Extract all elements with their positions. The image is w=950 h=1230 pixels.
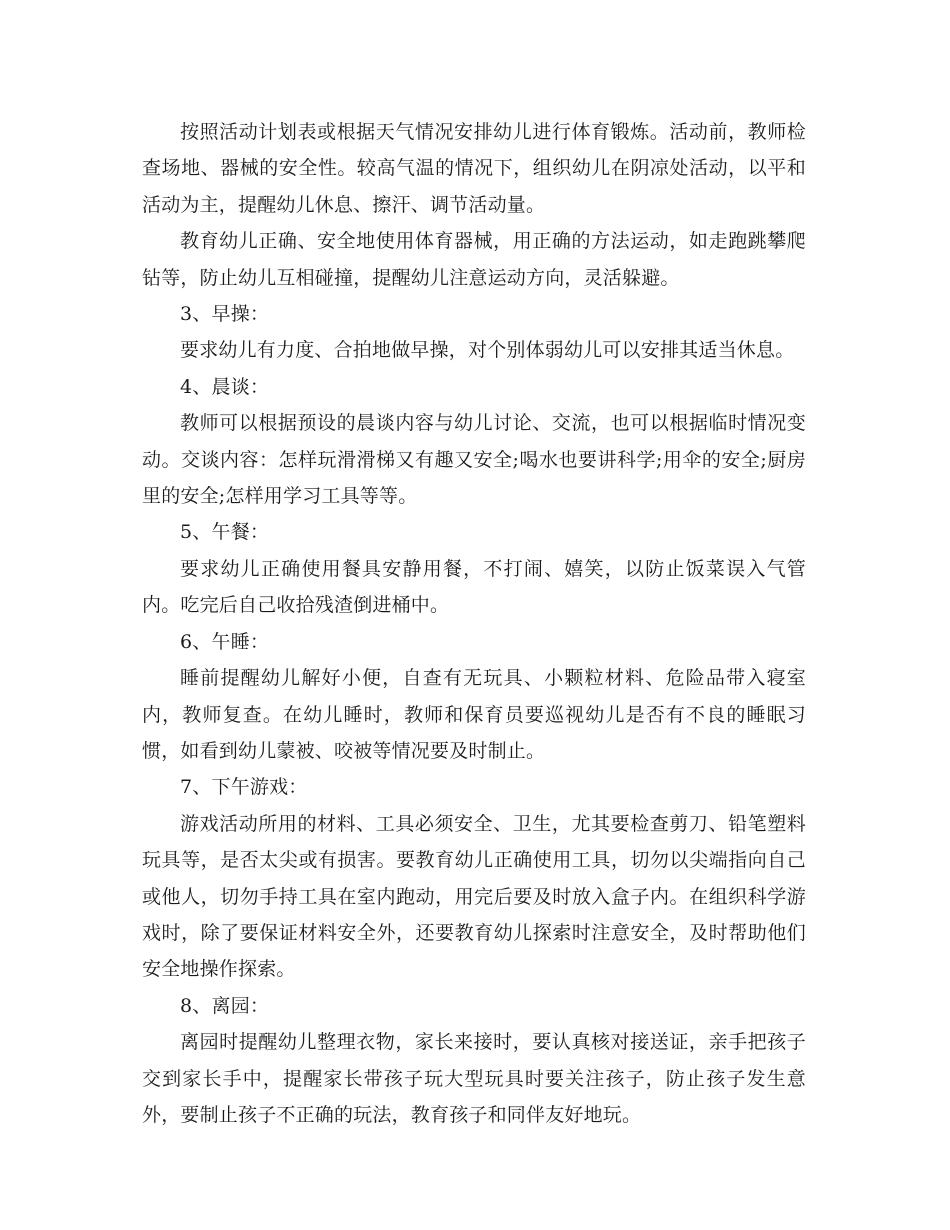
paragraph-lunch: 要求幼儿正确使用餐具安静用餐，不打闹、嬉笑，以防止饭菜误入气管内。吃完后自己收拾残渣倒进桶中。: [142, 557, 806, 617]
paragraph-exercise-arrangement: 按照活动计划表或根据天气情况安排幼儿进行体育锻炼。活动前，教师检查场地、器械的安全性。较高气温的情况下，组织幼儿在阴凉处活动，以平和活动为主，提醒幼儿休息、擦汗、调节活动量。: [142, 121, 806, 216]
paragraph-afternoon-games: 游戏活动所用的材料、工具必须安全、卫生，尤其要检查剪刀、铅笔塑料玩具等，是否太尖或有损害。要教育幼儿正确使用工具，切勿以尖端指向自己或他人，切勿手持工具在室内跑动，用完后要及时放入盒子内。在组织科学游戏时，除了要保证材料安全外，还要教育幼儿探索时注意安全，及时帮助他们安全地操作探索。: [142, 812, 806, 981]
paragraph-nap: 睡前提醒幼儿解好小便，自查有无玩具、小颗粒材料、危险品带入寝室内，教师复查。在幼儿睡时，教师和保育员要巡视幼儿是否有不良的睡眠习惯，如看到幼儿蒙被、咬被等情况要及时制止。: [142, 667, 806, 762]
section-heading-leaving: 8、离园：: [180, 994, 270, 1017]
paragraph-morning-talk: 教师可以根据预设的晨谈内容与幼儿讨论、交流，也可以根据临时情况变动。交谈内容：怎样玩滑滑梯又有趣又安全;喝水也要讲科学;用伞的安全;厨房里的安全;怎样用学习工具等等。: [142, 412, 806, 508]
section-heading-lunch: 5、午餐：: [180, 521, 270, 544]
paragraph-leaving: 离园时提醒幼儿整理衣物，家长来接时，要认真核对接送证，亲手把孩子交到家长手中，提醒家长带孩子玩大型玩具时要关注孩子，防止孩子发生意外，要制止孩子不正确的玩法，教育孩子和同伴友好地玩。: [142, 1031, 806, 1126]
section-heading-morning-exercise: 3、早操：: [180, 303, 270, 326]
section-heading-afternoon-games: 7、下午游戏：: [180, 776, 308, 799]
section-heading-morning-talk: 4、晨谈：: [180, 375, 270, 398]
section-heading-nap: 6、午睡：: [180, 630, 270, 653]
paragraph-morning-exercise: 要求幼儿有力度、合拍地做早操，对个别体弱幼儿可以安排其适当休息。: [180, 339, 795, 362]
paragraph-equipment-safety: 教育幼儿正确、安全地使用体育器械，用正确的方法运动，如走跑跳攀爬钻等，防止幼儿互相碰撞，提醒幼儿注意运动方向，灵活躲避。: [142, 230, 806, 289]
document-body: [142, 114, 806, 1133]
